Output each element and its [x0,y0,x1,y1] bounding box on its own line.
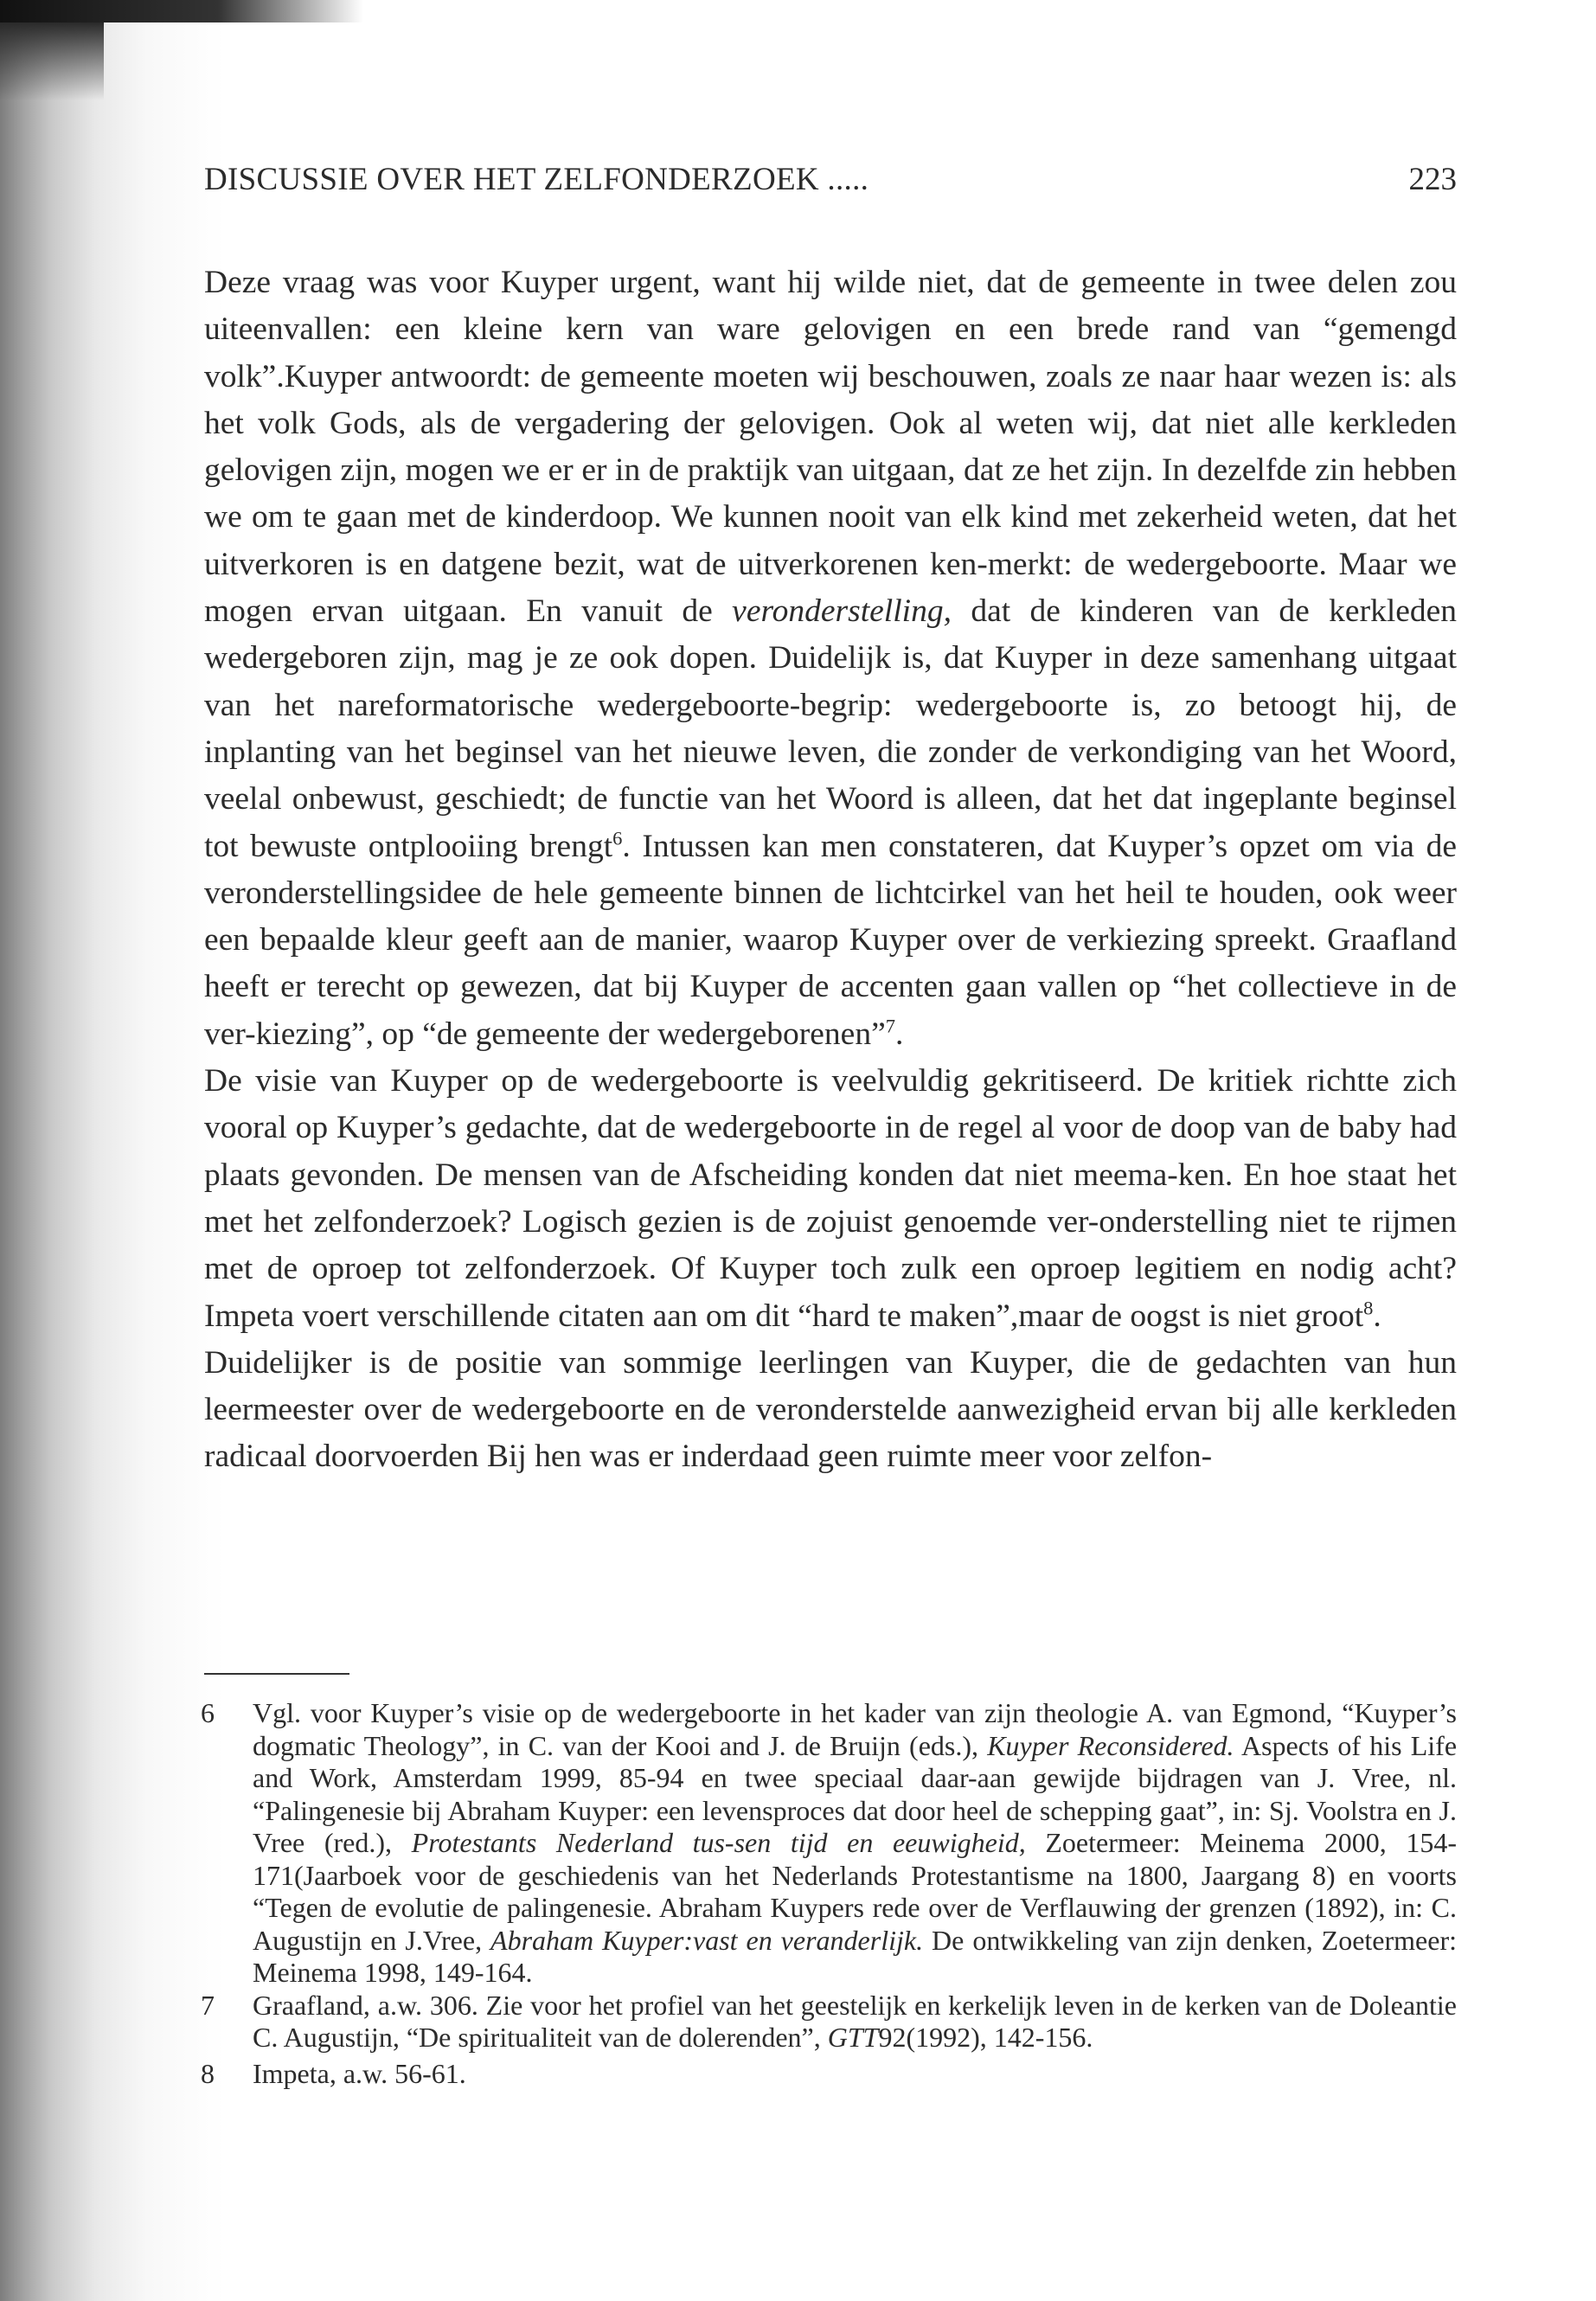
paragraph-2: De visie van Kuyper op de wedergeboorte is veelvuldig gekritiseerd. De kritiek richtte zich vooral op Kuyper’s gedachte, dat de wedergeboorte in de regel al voor de doop van de baby had plaats gevonden. De mensen van de Afscheiding konden dat niet meema-ken. En hoe staat het met het zelfonderzoek? Logisch gezien is de zojuist genoemde ver-onderstelling niet te rijmen met de oproep tot zelfonderzoek. Of Kuyper toch zulk een oproep legitiem en nodig acht? Impeta voert verschillende citaten aan om dit “hard te maken”,maar de oogst is niet groot$^8$. [204,1063,1457,1334]
footnote-number: 8 [201,2057,215,2089]
footnote-8: 8 Impeta, a.w. 56-61. [201,2057,466,2089]
emphasis-veronderstelling: veronderstelling, [732,593,952,630]
footnote-separator [204,1673,349,1675]
footnote-number: 6 [201,1697,215,1728]
footnote-number: 7 [201,1989,215,2021]
scan-edge-shadow [0,22,104,100]
page-header [204,161,1457,206]
footnote-7: 7 Graafland, a.w. 306. Zie voor het profiel van het geestelijk en kerkelijk leven in de kerken van de Doleantie C. Augustijn, “De spiritualiteit van de dolerenden”, GTT92(1992), 142-156. [201,1989,1457,2053]
paragraph-3: Duidelijker is de positie van sommige leerlingen van Kuyper, die de gedachten van hun leermeester over de wedergeboorte en de veronderstelde aanwezigheid ervan bij alle kerkleden radicaal doorvoerden Bij hen was er inderdaad geen ruimte meer voor zelfon- [204,1344,1457,1475]
page-number: 223 [1408,162,1457,197]
footnote-ref-6[interactable]: 6 [612,827,623,849]
main-text [204,260,1457,1481]
footnote-6: 6 Vgl. voor Kuyper’s visie op de wedergeboorte in het kader van zijn theologie A. van Egmond, “Kuyper’s dogmatic Theology”, in C. van der Kooi and J. de Bruijn (eds.), Kuyper Reconsidered. Aspects of his Life and Work, Amsterdam 1999, 85-94 en twee speciaal daar-aan gewijde bijdragen van J. Vree, nl. “Palingenesie bij Abraham Kuyper: een levensproces dat door heel de schepping gaat”, in: Sj. Voolstra en J. Vree (red.), Protestants Nederland tus-sen tijd en eeuwigheid, Zoetermeer: Meinema 2000, 154-171(Jaarboek voor de geschiedenis van het Nederlands Protestantisme na 1800, Jaargang 8) en voorts “Tegen de evolutie de palingenesie. Abraham Kuypers rede over de Verflauwing der grenzen (1892), in: C. Augustijn en J.Vree, Abraham Kuyper:vast en veranderlijk. De ontwikkeling van zijn denken, Zoetermeer: Meinema 1998, 149-164. [201,1697,1458,1988]
scan-corner-shadow [0,0,363,22]
footnotes [201,1697,1457,2090]
running-title: DISCUSSIE OVER HET ZELFONDERZOEK ..... [204,162,869,197]
footnote-ref-8[interactable]: 8 [1363,1297,1374,1319]
footnote-ref-7[interactable]: 7 [885,1015,895,1037]
paragraph-1: Deze vraag was voor Kuyper urgent, want hij wilde niet, dat de gemeente in twee delen zou uiteenvallen: een kleine kern van ware gelovigen en een brede rand van “gemengd volk”.Kuyper antwoordt: de gemeente moeten wij beschouwen, zoals ze naar haar wezen is: als het volk Gods, als de vergadering der gelovigen. Ook al weten wij, dat niet alle kerkleden gelovigen zijn, mogen we er er in de praktijk van uitgaan, dat ze het zijn. In dezelfde zin hebben we om te gaan met de kinderdoop. We kunnen nooit van elk kind met zekerheid weten, dat het uitverkoren is en datgene bezit, wat de uitverkorenen ken-merkt: de wedergeboorte. Maar we mogen ervan uitgaan. En vanuit de veronderstelling, dat de kinderen van de kerkleden wedergeboren zijn, mag je ze ook dopen. Duidelijk is, dat Kuyper in deze samenhang uitgaat van het nareformatorische wedergeboorte-begrip: wedergeboorte is, zo betoogt hij, de inplanting van het beginsel van het nieuwe leven, die zonder de verkondiging van het Woord, veelal onbewust, geschiedt; de functie van het Woord is alleen, dat het dat ingeplante beginsel tot bewuste ontplooiing brengt$^6$. Intussen kan men constateren, dat Kuyper’s opzet om via de veronderstellingsidee de hele gemeente binnen de lichtcirkel van het heil te houden, ook weer een bepaalde kleur geeft aan de manier, waarop Kuyper over de verkiezing spreekt. Graafland heeft er terecht op gewezen, dat bij Kuyper de accenten gaan vallen op “het collectieve in de ver-kiezing”, op “de gemeente der wedergeborenen”$^7$. [204,265,1458,1052]
